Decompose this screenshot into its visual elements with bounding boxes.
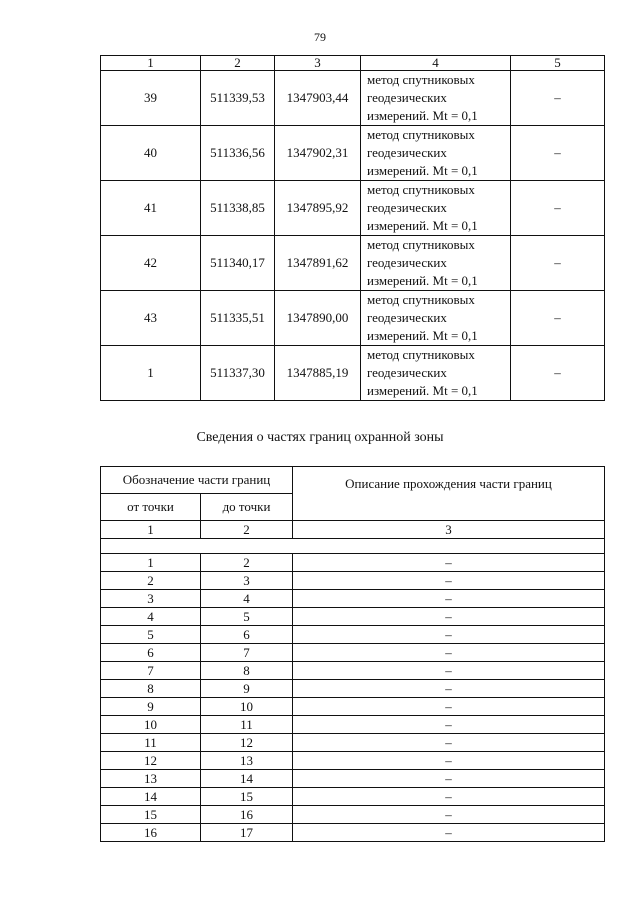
from-point-cell: 16 (101, 824, 201, 842)
x-coordinate-cell: 511337,30 (201, 346, 275, 401)
to-point-cell: 5 (201, 608, 293, 626)
coordinates-table-row (101, 71, 605, 126)
column-5-cell: – (511, 346, 605, 401)
header-cell: 3 (275, 56, 361, 71)
to-point-cell: 3 (201, 572, 293, 590)
description-cell: – (293, 662, 605, 680)
boundary-table-row (101, 626, 605, 644)
from-point-cell: 13 (101, 770, 201, 788)
method-cell (361, 71, 511, 126)
method-line: геодезических (367, 145, 447, 160)
from-point-cell: 14 (101, 788, 201, 806)
header-cell: 2 (201, 56, 275, 71)
x-coordinate-cell: 511340,17 (201, 236, 275, 291)
y-coordinate-cell: 1347895,92 (275, 181, 361, 236)
from-point-cell: 5 (101, 626, 201, 644)
from-point-cell: 15 (101, 806, 201, 824)
method-line: измерений. Mt = 0,1 (367, 218, 478, 233)
description-cell: – (293, 590, 605, 608)
to-point-cell: 6 (201, 626, 293, 644)
boundary-table-row (101, 680, 605, 698)
description-cell: – (293, 644, 605, 662)
method-line: измерений. Mt = 0,1 (367, 328, 478, 343)
boundary-table-row (101, 554, 605, 572)
description-cell: – (293, 752, 605, 770)
y-coordinate-cell: 1347885,19 (275, 346, 361, 401)
boundary-table-row (101, 824, 605, 842)
coordinates-table-row (101, 346, 605, 401)
method-line: метод спутниковых (367, 347, 475, 362)
y-coordinate-cell: 1347891,62 (275, 236, 361, 291)
column-5-cell: – (511, 126, 605, 181)
method-line: геодезических (367, 90, 447, 105)
column-5-cell: – (511, 291, 605, 346)
description-cell: – (293, 626, 605, 644)
page-number: 79 (314, 30, 326, 44)
x-coordinate-cell: 511335,51 (201, 291, 275, 346)
boundary-table-row (101, 734, 605, 752)
method-line: измерений. Mt = 0,1 (367, 163, 478, 178)
description-cell: – (293, 734, 605, 752)
from-point-cell: 10 (101, 716, 201, 734)
method-line: геодезических (367, 310, 447, 325)
description-cell: – (293, 716, 605, 734)
method-line: измерений. Mt = 0,1 (367, 273, 478, 288)
boundary-table-row (101, 590, 605, 608)
blank-cell (101, 539, 605, 554)
number-cell: 3 (293, 521, 605, 539)
point-cell: 42 (101, 236, 201, 291)
to-point-cell: 16 (201, 806, 293, 824)
method-line: геодезических (367, 255, 447, 270)
coordinates-table-header (101, 56, 605, 71)
boundary-table-row (101, 644, 605, 662)
point-cell: 39 (101, 71, 201, 126)
to-point-cell: 7 (201, 644, 293, 662)
description-cell: – (293, 698, 605, 716)
from-point-cell: 4 (101, 608, 201, 626)
to-point-cell: 10 (201, 698, 293, 716)
boundary-table-row (101, 698, 605, 716)
header-from-cell: от точки (101, 494, 201, 521)
from-point-cell: 3 (101, 590, 201, 608)
method-cell (361, 126, 511, 181)
method-line: метод спутниковых (367, 237, 475, 252)
to-point-cell: 4 (201, 590, 293, 608)
coordinates-table-row (101, 181, 605, 236)
boundary-table-row (101, 770, 605, 788)
x-coordinate-cell: 511339,53 (201, 71, 275, 126)
header-to-cell: до точки (201, 494, 293, 521)
boundary-table-row (101, 752, 605, 770)
coordinates-table (100, 55, 605, 401)
point-cell: 40 (101, 126, 201, 181)
description-cell: – (293, 572, 605, 590)
column-5-cell: – (511, 181, 605, 236)
description-cell: – (293, 680, 605, 698)
to-point-cell: 2 (201, 554, 293, 572)
boundary-table-row (101, 788, 605, 806)
method-line: метод спутниковых (367, 127, 475, 142)
x-coordinate-cell: 511336,56 (201, 126, 275, 181)
header-cell: 4 (361, 56, 511, 71)
description-cell: – (293, 824, 605, 842)
description-cell: – (293, 788, 605, 806)
boundary-table-row (101, 716, 605, 734)
method-line: измерений. Mt = 0,1 (367, 383, 478, 398)
to-point-cell: 8 (201, 662, 293, 680)
from-point-cell: 8 (101, 680, 201, 698)
boundary-table-blank-row (101, 539, 605, 554)
point-cell: 43 (101, 291, 201, 346)
method-line: метод спутниковых (367, 182, 475, 197)
to-point-cell: 13 (201, 752, 293, 770)
from-point-cell: 6 (101, 644, 201, 662)
boundary-table-row (101, 608, 605, 626)
to-point-cell: 14 (201, 770, 293, 788)
method-line: измерений. Mt = 0,1 (367, 108, 478, 123)
method-cell (361, 181, 511, 236)
boundary-table-header-row (101, 467, 605, 494)
header-desc-cell: Описание прохождения части границ (293, 467, 605, 521)
number-cell: 1 (101, 521, 201, 539)
method-line: геодезических (367, 365, 447, 380)
header-group-cell: Обозначение части границ (101, 467, 293, 494)
method-cell (361, 291, 511, 346)
to-point-cell: 12 (201, 734, 293, 752)
coordinates-table-row (101, 236, 605, 291)
description-cell: – (293, 608, 605, 626)
y-coordinate-cell: 1347890,00 (275, 291, 361, 346)
header-cell: 5 (511, 56, 605, 71)
description-cell: – (293, 554, 605, 572)
point-cell: 1 (101, 346, 201, 401)
from-point-cell: 2 (101, 572, 201, 590)
from-point-cell: 1 (101, 554, 201, 572)
boundary-table-number-row (101, 521, 605, 539)
boundary-parts-table (100, 466, 605, 842)
boundary-table-row (101, 572, 605, 590)
method-line: геодезических (367, 200, 447, 215)
method-cell (361, 236, 511, 291)
from-point-cell: 9 (101, 698, 201, 716)
from-point-cell: 7 (101, 662, 201, 680)
boundary-table-row (101, 806, 605, 824)
column-5-cell: – (511, 236, 605, 291)
from-point-cell: 11 (101, 734, 201, 752)
to-point-cell: 15 (201, 788, 293, 806)
column-5-cell: – (511, 71, 605, 126)
from-point-cell: 12 (101, 752, 201, 770)
header-cell: 1 (101, 56, 201, 71)
y-coordinate-cell: 1347902,31 (275, 126, 361, 181)
method-line: метод спутниковых (367, 292, 475, 307)
to-point-cell: 17 (201, 824, 293, 842)
description-cell: – (293, 806, 605, 824)
description-cell: – (293, 770, 605, 788)
to-point-cell: 11 (201, 716, 293, 734)
y-coordinate-cell: 1347903,44 (275, 71, 361, 126)
number-cell: 2 (201, 521, 293, 539)
boundary-table-row (101, 662, 605, 680)
point-cell: 41 (101, 181, 201, 236)
coordinates-table-row (101, 291, 605, 346)
method-line: метод спутниковых (367, 72, 475, 87)
to-point-cell: 9 (201, 680, 293, 698)
section-title: Сведения о частях границ охранной зоны (196, 430, 444, 445)
method-cell (361, 346, 511, 401)
x-coordinate-cell: 511338,85 (201, 181, 275, 236)
coordinates-table-row (101, 126, 605, 181)
